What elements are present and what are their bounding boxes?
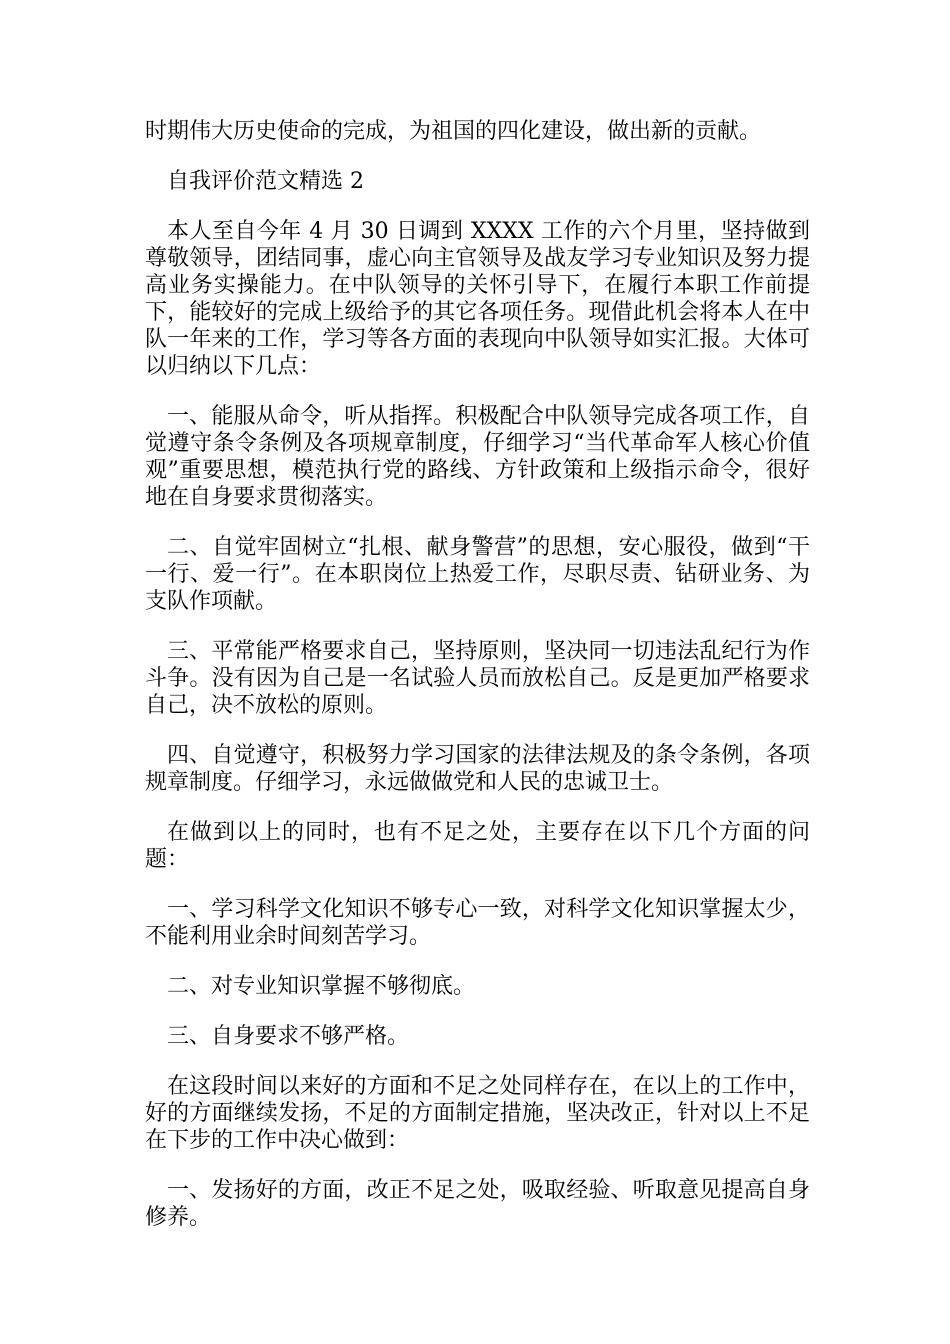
document-body [145,118,810,1254]
paragraph-point-1: 一、能服从命令，听从指挥。积极配合中队领导完成各项工作，自觉遵守条令条例及各项规章制度，仔细学习“当代革命军人核心价值观”重要思想，模范执行党的路线、方针政策和上级指示命令，很好地在自身要求贯彻落实。 [145,404,810,510]
paragraph-point-2: 二、自觉牢固树立“扎根、献身警营”的思想，安心服役，做到“干一行、爱一行”。在本职岗位上热爱工作，尽职尽责、钻研业务、为支队作项献。 [145,535,810,614]
paragraph-resolution-1: 一、发扬好的方面，改正不足之处，吸取经验、听取意见提高自身修养。 [145,1178,810,1230]
paragraph-shortcoming-2: 二、对专业知识掌握不够彻底。 [167,974,476,999]
paragraph-continuation: 时期伟大历史使命的完成，为祖国的四化建设，做出新的贡献。 [145,119,762,144]
section-heading: 自我评价范文精选 2 [167,169,364,194]
paragraph-point-3: 三、平常能严格要求自己，坚持原则，坚决同一切违法乱纪行为作斗争。没有因为自己是一名试验人员而放松自己。反是更加严格要求自己，决不放松的原则。 [145,639,810,718]
paragraph-shortcomings-intro: 在做到以上的同时，也有不足之处，主要存在以下几个方面的问题： [145,820,810,872]
paragraph-shortcoming-3: 三、自身要求不够严格。 [167,1024,410,1049]
paragraph-point-4: 四、自觉遵守，积极努力学习国家的法律法规及的条令条例，各项规章制度。仔细学习，永远做做党和人民的忠诚卫士。 [145,743,810,795]
paragraph-intro: 本人至自今年 4 月 30 日调到 XXXX 工作的六个月里，坚持做到尊敬领导，团结同事，虚心向主官领导及战友学习专业知识及努力提高业务实操能力。在中队领导的关怀引导下，在履行本职工作前提下，能较好的完成上级给予的其它各项任务。现借此机会将本人在中队一年来的工作，学习等各方面的表现向中队领导如实汇报。大体可以归纳以下几点： [145,219,810,379]
paragraph-resolution-intro: 在这段时间以来好的方面和不足之处同样存在，在以上的工作中，好的方面继续发扬，不足的方面制定措施，坚决改正，针对以上不足在下步的工作中决心做到： [145,1074,810,1153]
paragraph-shortcoming-1: 一、学习科学文化知识不够专心一致，对科学文化知识掌握太少，不能利用业余时间刻苦学习。 [145,897,810,949]
